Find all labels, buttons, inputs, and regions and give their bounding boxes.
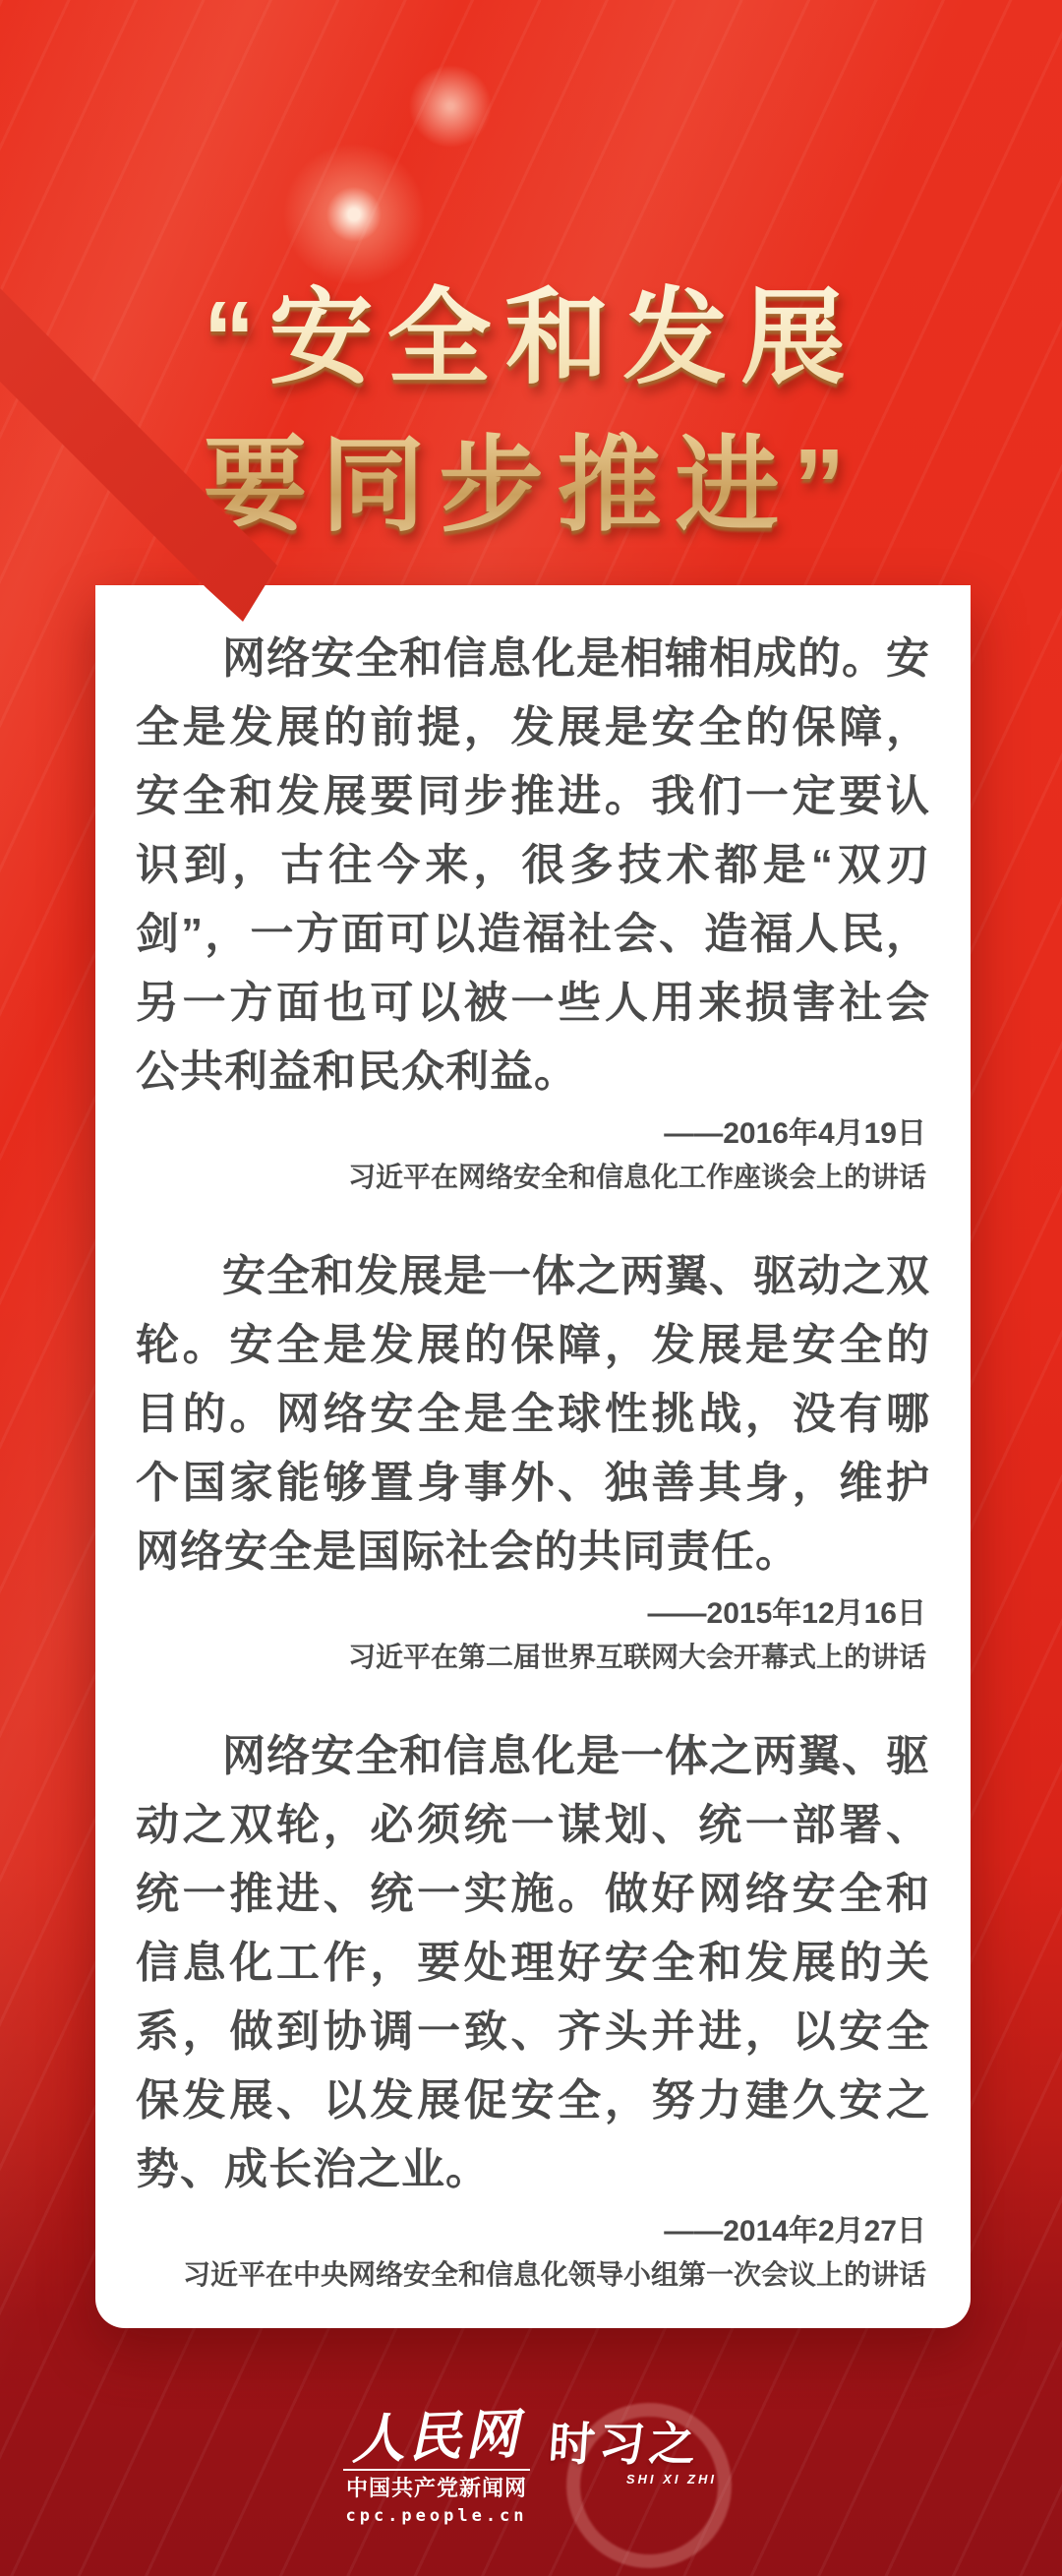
cpc-site-url: cpc.people.cn — [345, 2506, 528, 2526]
quote-source-1: 习近平在网络安全和信息化工作座谈会上的讲话 — [347, 1162, 926, 1192]
quote-source-3: 习近平在中央网络安全和信息化领导小组第一次会议上的讲话 — [182, 2259, 926, 2290]
quote-group-1 — [136, 625, 930, 1197]
footer — [0, 2324, 1062, 2576]
poster-title-line-2: 要同步推进” — [203, 428, 859, 545]
peoples-daily-script-logo: 人民网 — [349, 2401, 524, 2472]
peoples-daily-logo-block — [343, 2401, 530, 2527]
quote-date-3: ——2014年2月27日 — [664, 2215, 926, 2247]
poster-title-line-1: “安全和发展 — [203, 280, 859, 397]
quote-text-3: 网络安全和信息化是一体之两翼、驱动之双轮，必须统一谋划、统一部署、统一推进、统一实施。做好网络安全和信息化工作，要处理好安全和发展的关系，做到协调一致、齐头并进，以安全保发展、以发展促安全，努力建久安之势、成长治之业。 — [136, 1732, 930, 2193]
shixizhi-latin-label: SHI XI ZHI — [625, 2472, 717, 2486]
cpc-news-site-label: 中国共产党新闻网 — [345, 2476, 527, 2500]
quote-card — [95, 585, 971, 2328]
shixizhi-logo-block — [549, 2419, 721, 2556]
quote-text-1: 网络安全和信息化是相辅相成的。安全是发展的前提，发展是安全的保障，安全和发展要同步推进。我们一定要认识到，古往今来，很多技术都是“双刃剑”，一方面可以造福社会、造福人民，另一方面也可以被一些人用来损害社会公共利益和民众利益。 — [136, 634, 930, 1096]
quote-date-2: ——2015年12月16日 — [647, 1597, 926, 1630]
quote-source-2: 习近平在第二届世界互联网大会开幕式上的讲话 — [347, 1642, 926, 1672]
quote-group-3 — [136, 1722, 930, 2295]
quote-text-2: 安全和发展是一体之两翼、驱动之双轮。安全是发展的保障，发展是安全的目的。网络安全是全球性挑战，没有哪个国家能够置身事外、独善其身，维护网络安全是国际社会的共同责任。 — [136, 1252, 930, 1576]
quote-date-1: ——2016年4月19日 — [664, 1117, 926, 1150]
quote-group-2 — [136, 1242, 930, 1677]
shixizhi-logo: 时习之 — [547, 2418, 701, 2470]
